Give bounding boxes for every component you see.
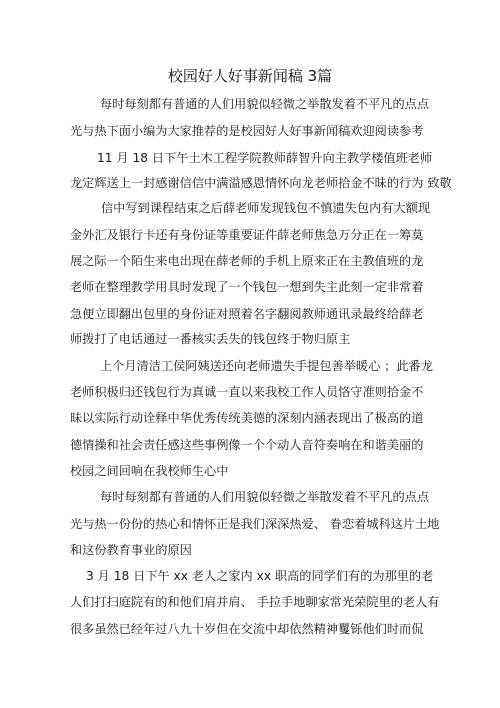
paragraph-line: 金外汇及银行卡还有身份证等重要证件薛老师焦急万分正在一筹莫 [70, 228, 424, 242]
paragraph-line: 很多虽然已经年过八九十岁但在交流中却依然精神矍铄他们时而侃 [70, 622, 424, 636]
paragraph-line: 和这份教育事业的原因 [70, 543, 192, 557]
paragraph-line: 急便立即翻出包里的身份证对照着名字翻阅教师通讯录最终给薛老 [70, 307, 424, 321]
paragraph-line: 昧以实际行动诠释中华优秀传统美德的深刻内涵表现出了极高的道 [70, 411, 424, 425]
paragraph-line: 老师积极归还钱包行为真诚一直以来我校工作人员恪守准则拾金不 [70, 385, 424, 399]
paragraph-line: 每时每刻都有普通的人们用貌似轻微之举散发着不平凡的点点 [100, 97, 430, 111]
paragraph-line: 11 月 18 日下午土木工程学院教师薛智升向主教学楼值班老师 [97, 151, 433, 165]
paragraph-line: 展之际一个陌生来电出现在薛老师的手机上原来正在主教值班的龙 [70, 254, 424, 268]
paragraph-line: 人们打扫庭院有的和他们肩并肩、 手拉手地聊家常光荣院里的老人有 [70, 595, 440, 609]
paragraph-line: 龙定辉送上一封感谢信信中满溢感恩情怀向龙老师拾金不昧的行为 致敬 [70, 176, 452, 190]
paragraph-line: 每时每刻都有普通的人们用貌似轻微之举散发着不平凡的点点 [100, 490, 430, 504]
document-title: 校园好人好事新闻稿 3篇 [167, 67, 333, 85]
paragraph-line: 信中写到课程结束之后薛老师发现钱包不慎遗失包内有大额现 [101, 201, 431, 215]
paragraph-line: 老师在整理教学用具时发现了一个钱包一想到失主此刻一定非常着 [70, 280, 424, 294]
paragraph-line: 3 月 18 日下午 xx 老人之家内 xx 职高的同学们有的为那里的老 [86, 569, 434, 583]
paragraph-line: 校园之间回响在我校师生心中 [70, 464, 229, 478]
paragraph-line: 光与热下面小编为大家推荐的是校园好人好事新闻稿欢迎阅读参考 [70, 124, 424, 138]
paragraph-line: 上个月清洁工侯阿姨送还向老师遗失手提包善举暖心 ；此番龙 [100, 359, 433, 373]
paragraph-line: 师拨打了电话通过一番核实丢失的钱包终于物归原主 [70, 332, 351, 346]
paragraph-line: 光与热一份份的热心和情怀正是我们深深热爱、 眷恋着城科这片土地 [70, 517, 440, 531]
paragraph-line: 德情操和社会责任感这些事例像一个个动人音符奏响在和谐美丽的 [70, 438, 424, 452]
